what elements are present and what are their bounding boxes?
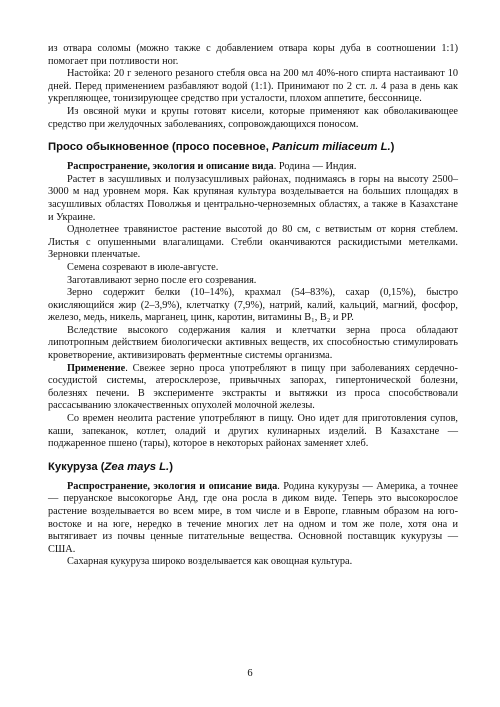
distribution-text: . Родина кукурузы — Америка, а точнее — перуанское высокогорье Анд, где она росла в диком виде. Теперь это высокорослое растение возделывается во всем мире, в том числе и в Европе, главным образом на юго-востоке и на юге, нередко в течение многих лет на одном и том же поле, хотя она и вытягивает из почвы ценные питательные вещества. Основной поставщик кукурузы — США.: [48, 480, 458, 555]
page-body: [48, 43, 458, 569]
paragraph-millet-harvest: Заготавливают зерно после его созревания.: [67, 274, 257, 286]
subheading-distribution: Распространение, экология и описание вида: [67, 161, 274, 173]
paragraph-oat-straw: из отвара соломы (можно также с добавлением отвара коры дуба в соотношении 1:1) помогает при потливости ног.: [48, 43, 458, 67]
heading-text: Кукуруза (: [48, 460, 105, 473]
heading-latin-name: Panicum miliaceum L.: [271, 141, 391, 154]
paragraph-millet-composition: Зерно содержит белки (10–14%), крахмал (54–83%), сахар (0,15%), быстро окисляющийся жир (2–3,9%), клетчатку (7,9%), натрий, калий, кальций, магний, фосфор, железо, медь, никель, марганец, цинк, каротин, витамины B₁, B₂ и PP.: [48, 287, 458, 324]
paragraph-corn-sweet: Сахарная кукуруза широко возделывается как овощная культура.: [67, 556, 353, 568]
heading-close: ): [169, 460, 173, 473]
paragraph-corn-distribution: [48, 481, 458, 557]
paragraph-millet-ripening: Семена созревают в июле-августе.: [67, 261, 219, 273]
subheading-application: Применение: [67, 362, 126, 374]
heading-text: Просо обыкновенное (просо посевное,: [48, 141, 272, 154]
heading-close: ): [390, 141, 395, 154]
paragraph-millet-potassium: Вследствие высокого содержания калия и клетчатки зерна проса обладают липотропным действием биологически активных веществ, их способностью стимулировать кроветворение, активизировать ферментные системы организма.: [48, 324, 458, 362]
paragraph-oat-tincture: Настойка: 20 г зеленого резаного стебля овса на 200 мл 40%-ного спирта настаивают 10 дней. Перед применением разбавляют водой (1:1). Принимают по 2 ст. л. 4 раза в день как укрепляющее, тонизирующее средство при усталости, плохом аппетите, бессоннице.: [48, 68, 458, 105]
section-heading-millet: [48, 141, 458, 154]
paragraph-millet-application: [48, 363, 458, 413]
paragraph-oat-kissel: Из овсяной муки и крупы готовят кисели, которые применяют как обволакивающее средство при желудочных заболеваниях, сопровождающихся поносом.: [48, 105, 458, 130]
distribution-text: . Родина — Индия.: [273, 161, 357, 173]
paragraph-millet-description: Однолетнее травянистое растение высотой до 80 см, с ветвистым от корня стеблем. Листья с опушенными влагалищами. Стебли оканчиваются раскидистыми метелками. Зерновки пленчатые.: [48, 224, 458, 261]
paragraph-millet-distribution: [48, 161, 458, 174]
subheading-distribution: Распространение, экология и описание вида: [67, 480, 278, 492]
page-number: 6: [247, 668, 253, 679]
paragraph-millet-habitat: Растет в засушливых и полузасушливых районах, поднимаясь в горы на высоту 2500–3000 м над уровнем моря. Как крупяная культура возделывается на больших площадях в засушливых областях Поволжья и центрально-черноземных областях, а также в Казахстане и Украине.: [48, 173, 458, 223]
section-heading-corn: [48, 461, 458, 474]
paragraph-millet-closing: Со времен неолита растение употребляют в пищу. Оно идет для приготовления супов, каши, запеканок, котлет, оладий и других кулинарных изделий. В Казахстане — поджаренное пшено (тары), которое в некоторых районах заменяет хлеб.: [48, 413, 458, 450]
heading-latin-name: Zea mays L.: [104, 460, 170, 473]
application-text: . Свежее зерно проса употребляют в пищу при заболеваниях сердечно-сосудистой системы, атеросклерозе, привычных запорах, гипертонической болезни, болезнях печени. В эксперименте экстракты и вытяжки из проса способствовали рассасыванию злокачественных опухолей молочной железы.: [48, 362, 458, 412]
